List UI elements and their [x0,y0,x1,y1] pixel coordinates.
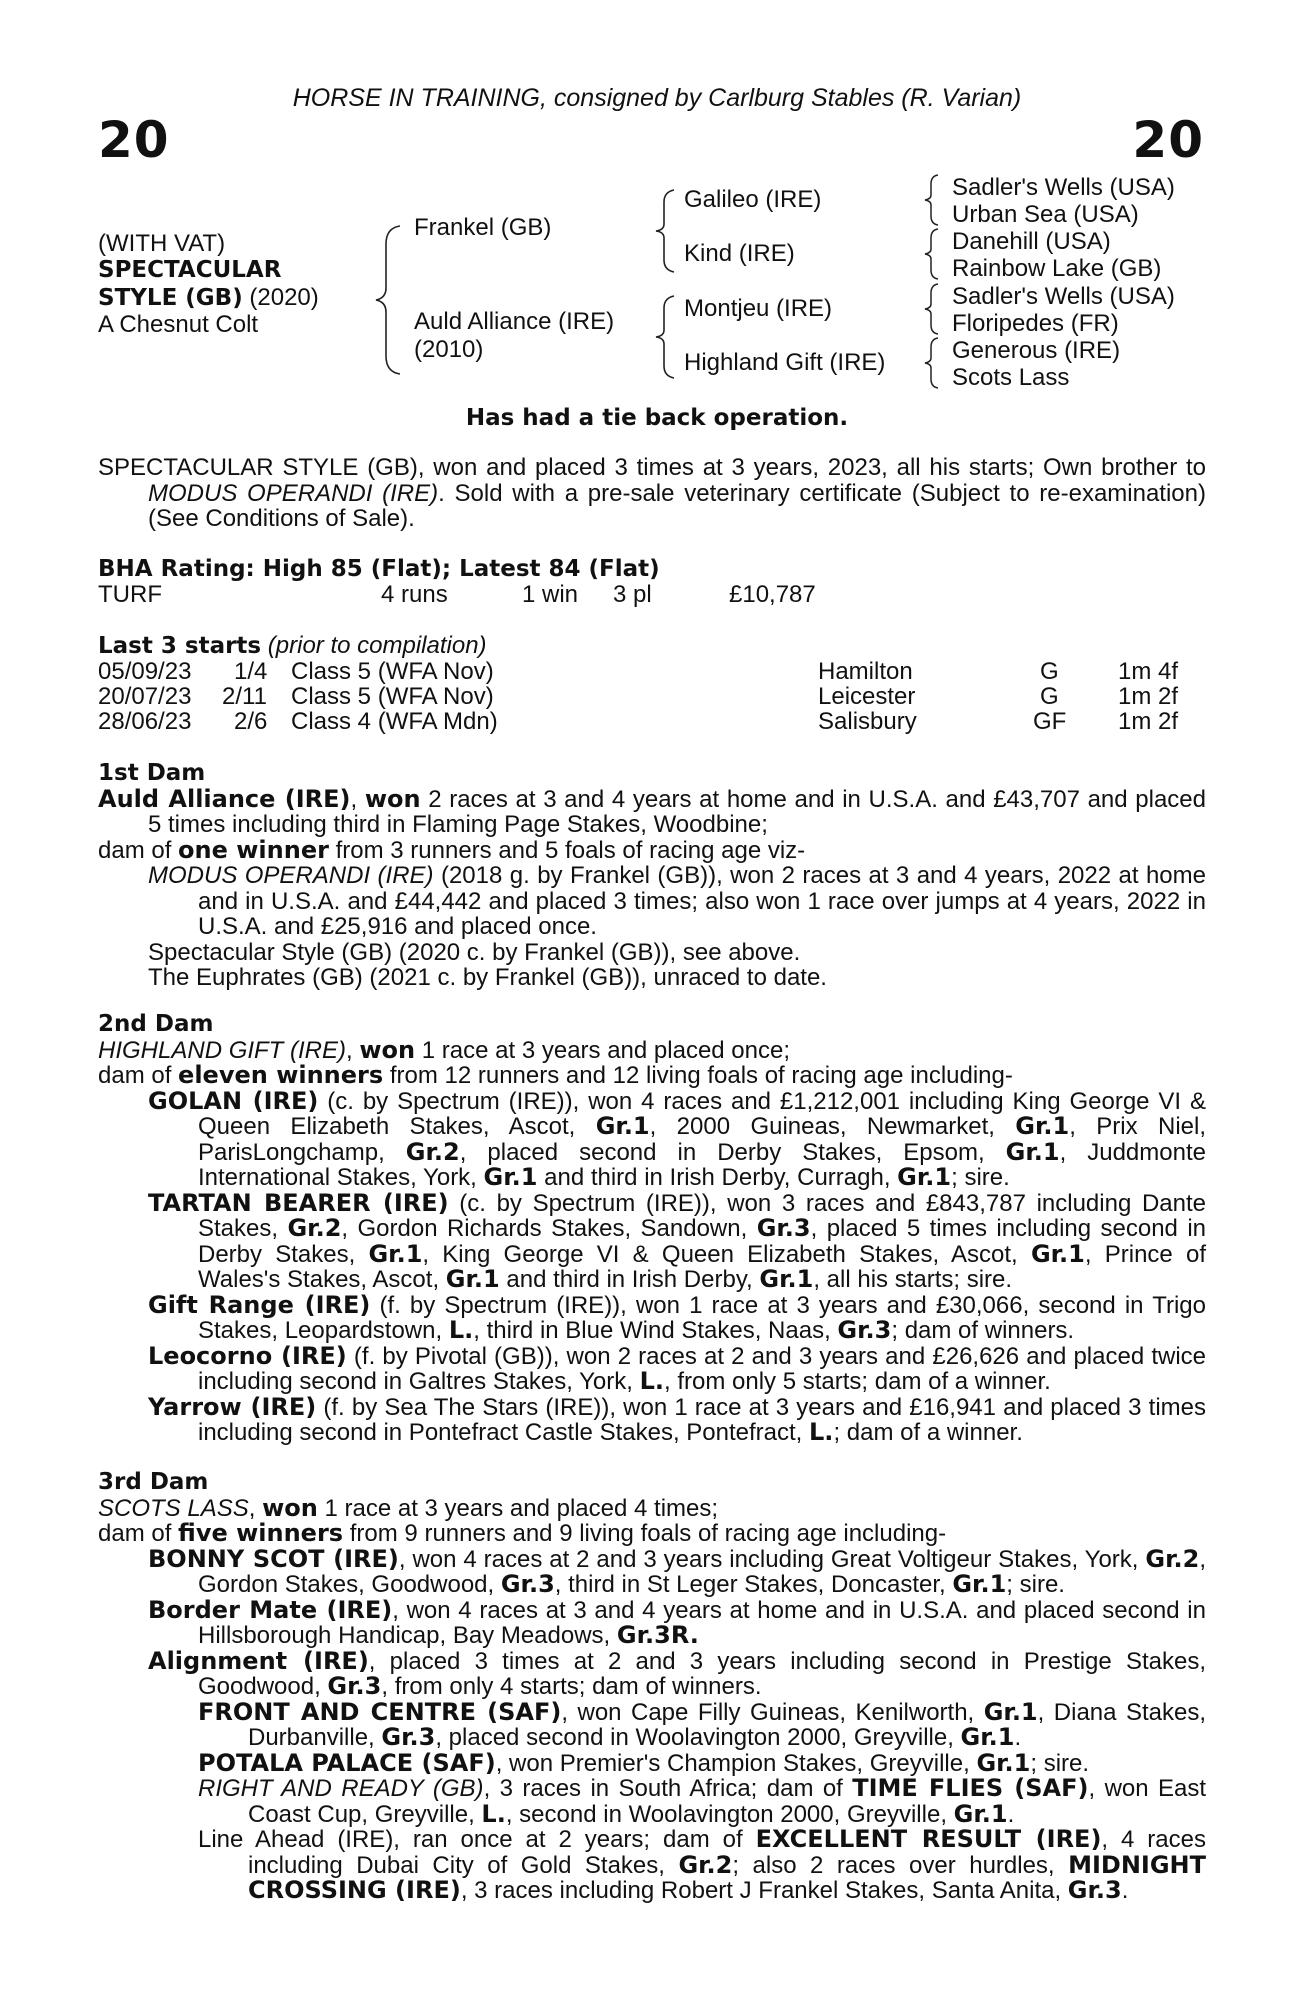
progeny-record: Spectacular Style (GB) (2020 c. by Frankel (GB)), see above. [148,938,801,966]
grade-label: L. [809,1418,834,1446]
progeny-record: ; dam of winners. [891,1317,1075,1344]
progeny-record: (c. by Spectrum (IRE)), won 3 races and £843,787 including Dante Stakes, [198,1189,1206,1242]
second-dam-heading: 2nd Dam [98,1011,214,1037]
start-distance: 1m 4f [1118,658,1179,685]
start-position: 2/11 [222,683,267,710]
grade-label: Gr.1 [483,1163,538,1191]
last-starts-heading: Last 3 starts [98,633,262,659]
start-distance: 1m 2f [1118,708,1179,735]
dam-of-suffix: from 3 runners and 5 foals of racing age viz- [328,836,806,864]
pedigree-brace-1 [370,220,410,380]
start-row [98,659,1208,685]
first-dam-name: Auld Alliance (IRE) [98,784,351,813]
first-dam-section: 1st Dam Auld Alliance (IRE), won 2 races at 3 and 4 years at home and in U.S.A. and £43,707 and placed 5 times including third in Flaming Page Stakes, Woodbine; dam of one winner from 3 runners and 5 foals of racing age viz- MODUS OPERANDI (IRE) (2018 g. by Frankel (GB)), won 2 races at 3 and 4 years, 2022 at home and in U.S.A. and £44,442 and placed 3 times; also won 1 race over jumps at 4 years, 2022 in U.S.A. and £25,916 and placed once. Spectacular Style (GB) (2020 c. by Frankel (GB)), see above. The Euphrates (GB) (2021 c. by Frankel (GB)), unraced to date. [98,760,1206,991]
progeny-name: MIDNIGHT CROSSING (IRE) [248,1850,1206,1904]
start-going: G [1040,683,1059,710]
pedigree-brace-7 [922,335,944,391]
progeny-name: Leocorno (IRE) [148,1341,347,1370]
progeny-record: (2018 g. by Frankel (GB)), won 2 races at 3 and 4 years, 2022 at home and in U.S.A. and £44,442 and placed 3 times; also won 1 race over jumps at 4 years, 2022 in U.S.A. and £25,916 and placed once. [198,862,1206,940]
progeny-name: FRONT AND CENTRE (SAF) [198,1697,562,1726]
start-course: Hamilton [818,658,913,685]
progeny-record: ; sire. [1030,1749,1090,1777]
progeny-record: (c. by Spectrum (IRE)), won 4 races and £1,212,001 including King George VI & Queen Elizabeth Stakes, Ascot, [198,1087,1206,1140]
progeny-record: and third in Irish Derby, [499,1266,760,1293]
grade-label: Gr.3R. [616,1621,699,1649]
start-course: Salisbury [818,708,917,735]
second-dam-name: HIGHLAND GIFT (IRE) [98,1036,347,1064]
grade-label: Gr.2 [678,1850,733,1879]
progeny-record: ; sire. [951,1164,1010,1191]
grade-label: Gr.3 [381,1723,436,1751]
winner-count: one winner [178,835,329,864]
progeny-name: POTALA PALACE (SAF) [198,1748,496,1777]
grade-label: Gr.3 [837,1316,892,1344]
progeny-record: (f. by Pivotal (GB)), won 2 races at 2 and 3 years and £26,626 and placed twice including second in Galtres Stakes, York, [198,1342,1206,1395]
pedigree-g3: Danehill (USA) [952,228,1111,255]
progeny-name: Yarrow (IRE) [148,1392,317,1421]
grade-label: L. [639,1367,665,1395]
progeny-record: . [1121,1877,1129,1904]
progeny-record: , placed 3 times at 2 and 3 years including second in Prestige Stakes, Goodwood, [198,1647,1207,1700]
grade-label: Gr.1 [368,1239,423,1268]
summary-sibling: MODUS OPERANDI (IRE) [148,479,439,507]
third-dam-name: SCOTS LASS [98,1494,249,1522]
rating-wins: 1 win [522,581,579,608]
grade-label: Gr.1 [953,1799,1008,1828]
grade-label: Gr.1 [595,1112,650,1140]
horse-name-line1: SPECTACULAR [98,257,282,283]
horse-year: (2020) [249,284,319,311]
start-row [98,684,1208,710]
horse-name-line2: STYLE (GB) [98,285,243,311]
pedigree-g7: Generous (IRE) [952,337,1121,364]
grade-label: Gr.1 [759,1265,814,1293]
pedigree-brace-4 [922,172,944,228]
start-going: GF [1033,708,1067,735]
progeny-record: (f. by Spectrum (IRE)), won 1 race at 3 years and £30,066, second in Trigo Stakes, Leopardstown, [198,1291,1206,1344]
progeny-record: , 3 races including Robert J Frankel Stakes, Santa Anita, [460,1877,1068,1904]
progeny-record: , 3 races in South Africa; dam of [483,1775,853,1802]
vat-label: (WITH VAT) [98,230,226,257]
pedigree-brace-6 [922,281,944,337]
dam-of-suffix: from 9 runners and 9 living foals of racing age including- [343,1520,947,1547]
start-distance: 1m 2f [1118,683,1179,710]
progeny-name: RIGHT AND READY (GB) [198,1775,484,1802]
progeny-record: , placed second in Woolavington 2000, Greyville, [435,1724,961,1751]
dam-of-suffix: from 12 runners and 12 living foals of racing age including- [383,1062,1013,1089]
pedigree-brace-3 [652,292,682,382]
start-race: Class 4 (WFA Mdn) [291,708,498,735]
pedigree-brace-5 [922,226,944,282]
grade-label: L. [448,1316,474,1344]
third-dam-record: 1 race at 3 years and placed 4 times; [317,1494,719,1522]
progeny-record: , Gordon Stakes, Goodwood, [198,1545,1206,1598]
grade-label: Gr.3 [500,1570,555,1598]
last-starts-note: (prior to compilation) [267,632,487,659]
progeny-record: The Euphrates (GB) (2021 c. by Frankel (GB)), unraced to date. [148,964,827,991]
pedigree-g6: Floripedes (FR) [952,310,1119,337]
grade-label: Gr.2 [1145,1544,1200,1573]
pedigree-dam-sire: Montjeu (IRE) [684,295,833,322]
first-dam-record: 2 races at 3 and 4 years at home and in U.S.A. and £43,707 and placed 5 times including third in Flaming Page Stakes, Woodbine; [148,785,1206,838]
start-date: 20/07/23 [98,683,192,710]
start-date: 28/06/23 [98,708,192,735]
progeny-name: MODUS OPERANDI (IRE) [148,862,434,889]
progeny-name: EXCELLENT RESULT (IRE) [755,1825,1102,1853]
progeny-record: , second in Woolavington 2000, Greyville, [505,1800,954,1828]
progeny-record: , Prince of Wales's Stakes, Ascot, [198,1240,1207,1293]
operation-notice: Has had a tie back operation. [465,405,849,431]
grade-label: Gr.3 [1067,1876,1122,1904]
summary-text-a: SPECTACULAR STYLE (GB), won and placed 3 times at 3 years, 2023, all his starts; Own brother to [98,454,1206,481]
rating-placed: 3 pl [613,581,652,608]
grade-label: Gr.1 [983,1697,1038,1726]
pedigree-g5: Sadler's Wells (USA) [952,283,1175,310]
progeny-record: and third in Irish Derby, Curragh, [537,1164,898,1191]
grade-label: Gr.2 [405,1137,460,1166]
progeny-name: Alignment (IRE) [148,1646,369,1675]
grade-label: Gr.3 [756,1214,811,1242]
progeny-record: , Gordon Richards Stakes, Sandown, [341,1215,757,1242]
progeny-record: , 4 races including Dubai City of Gold Stakes, [248,1826,1206,1879]
pedigree-dam-year: (2010) [414,336,484,363]
pedigree-brace-2 [652,186,682,276]
progeny-record: , won East Coast Cup, Greyville, [248,1775,1207,1828]
pedigree-dam: Auld Alliance (IRE) [414,308,615,335]
progeny-name: Border Mate (IRE) [148,1595,393,1624]
pedigree-g4: Rainbow Lake (GB) [952,255,1162,282]
progeny-record: , placed second in Derby Stakes, Epsom, [459,1138,1006,1166]
progeny-record: Line Ahead (IRE), ran once at 2 years; dam of [198,1826,756,1853]
rating-surface: TURF [98,581,162,608]
progeny-record: ; sire. [1006,1571,1065,1598]
progeny-record: , third in St Leger Stakes, Doncaster, [554,1571,953,1598]
progeny-record: , Diana Stakes, Durbanville, [248,1698,1207,1751]
page-heading: HORSE IN TRAINING, consigned by Carlburg Stables (R. Varian) [292,84,1022,112]
progeny-record: , from only 4 starts; dam of winners. [381,1673,762,1700]
start-course: Leicester [818,683,916,710]
grade-label: Gr.1 [976,1748,1031,1777]
summary-text-c: . Sold with a pre-sale veterinary certificate (Subject to re-examination) (See Conditions of Sale). [148,479,1206,532]
pedigree-sire-sire: Galileo (IRE) [684,186,822,213]
second-dam-section: 2nd Dam HIGHLAND GIFT (IRE), won 1 race at 3 years and placed once; dam of eleven winners from 12 runners and 12 living foals of racing age including- GOLAN (IRE) (c. by Spectrum (IRE)), won 4 races and £1,212,001 including King George VI & Queen Elizabeth Stakes, Ascot, Gr.1, 2000 Guineas, Newmarket, Gr.1, Prix Niel, ParisLongchamp, Gr.2, placed second in Derby Stakes, Epsom, Gr.1, Juddmonte International Stakes, York, Gr.1 and third in Irish Derby, Curragh, Gr.1; sire. TARTAN BEARER (IRE) (c. by Spectrum (IRE)), won 3 races and £843,787 including Dante Stakes, Gr.2, Gordon Richards Stakes, Sandown, Gr.3, placed 5 times including second in Derby Stakes, Gr.1, King George VI & Queen Elizabeth Stakes, Ascot, Gr.1, Prince of Wales's Stakes, Ascot, Gr.1 and third in Irish Derby, Gr.1, all his starts; sire. Gift Range (IRE) (f. by Spectrum (IRE)), won 1 race at 3 years and £30,066, second in Trigo Stakes, Leopardstown, L., third in Blue Wind Stakes, Naas, Gr.3; dam of winners. Leocorno (IRE) (f. by Pivotal (GB)), won 2 races at 2 and 3 years and £26,626 and placed twice including second in Galtres Stakes, York, L., from only 5 starts; dam of a winner. Yarrow (IRE) (f. by Sea The Stars (IRE)), won 1 race at 3 years and £16,941 and placed 3 times including second in Pontefract Castle Stakes, Pontefract, L.; dam of a winner. [98,1011,1207,1446]
pedigree-g8: Scots Lass [952,364,1070,391]
start-date: 05/09/23 [98,658,192,685]
start-position: 2/6 [234,708,268,735]
lot-number-right: 20 [1132,111,1204,169]
pedigree-dam-dam: Highland Gift (IRE) [684,349,886,376]
progeny-record: . [1007,1800,1015,1828]
progeny-record: , won 4 races at 3 and 4 years at home and in U.S.A. and placed second in Hillsborough Handicap, Bay Meadows, [198,1596,1206,1649]
progeny-record: , all his starts; sire. [813,1266,1013,1293]
progeny-record: , Juddmonte International Stakes, York, [198,1138,1206,1191]
progeny-record: ; dam of a winner. [833,1419,1023,1446]
last-starts-heading-row [98,632,487,660]
progeny-record: (f. by Sea The Stars (IRE)), won 1 race at 3 years and £16,941 and placed 3 times including second in Pontefract Castle Stakes, Pontefract, [198,1393,1206,1446]
winner-count: five winners [178,1519,344,1547]
progeny-record: . [1014,1724,1022,1751]
rating-row [98,582,1208,608]
won-label: won [262,1493,318,1522]
progeny-record: , won Premier's Champion Stakes, Greyville, [495,1749,977,1777]
grade-label: Gr.2 [287,1214,342,1242]
horse-description: A Chesnut Colt [98,311,259,338]
second-dam-record: 1 race at 3 years and placed once; [415,1036,791,1064]
third-dam-section: 3rd Dam SCOTS LASS, won 1 race at 3 years and placed 4 times; dam of five winners from 9 runners and 9 living foals of racing age including- BONNY SCOT (IRE), won 4 races at 2 and 3 years including Great Voltigeur Stakes, York, Gr.2, Gordon Stakes, Goodwood, Gr.3, third in St Leger Stakes, Doncaster, Gr.1; sire. Border Mate (IRE), won 4 races at 3 and 4 years at home and in U.S.A. and placed second in Hillsborough Handicap, Bay Meadows, Gr.3R. Alignment (IRE), placed 3 times at 2 and 3 years including second in Prestige Stakes, Goodwood, Gr.3, from only 4 starts; dam of winners. FRONT AND CENTRE (SAF), won Cape Filly Guineas, Kenilworth, Gr.1, Diana Stakes, Durbanville, Gr.3, placed second in Woolavington 2000, Greyville, Gr.1. POTALA PALACE (SAF), won Premier's Champion Stakes, Greyville, Gr.1; sire. RIGHT AND READY (GB), 3 races in South Africa; dam of TIME FLIES (SAF), won East Coast Cup, Greyville, L., second in Woolavington 2000, Greyville, Gr.1. Line Ahead (IRE), ran once at 2 years; dam of EXCELLENT RESULT (IRE), 4 races including Dubai City of Gold Stakes, Gr.2; also 2 races over hurdles, MIDNIGHT CROSSING (IRE), 3 races including Robert J Frankel Stakes, Santa Anita, Gr.3. [98,1469,1207,1904]
won-label: won [359,1035,416,1064]
start-race: Class 5 (WFA Nov) [291,658,494,685]
lot-number-left: 20 [98,111,170,169]
progeny-name: TIME FLIES (SAF) [852,1774,1089,1802]
rating-heading: BHA Rating: High 85 (Flat); Latest 84 (Flat) [98,556,660,582]
progeny-name: TARTAN BEARER (IRE) [148,1188,449,1217]
horse-name-line2-row [98,284,319,312]
grade-label: Gr.1 [1005,1137,1060,1166]
horse-summary [98,455,1206,532]
progeny-record: , won 4 races at 2 and 3 years including Great Voltigeur Stakes, York, [398,1545,1146,1573]
progeny-record: ; also 2 races over hurdles, [732,1851,1069,1879]
pedigree-g1: Sadler's Wells (USA) [952,174,1175,201]
winner-count: eleven winners [178,1061,384,1089]
grade-label: Gr.3 [327,1672,382,1700]
rating-earnings: £10,787 [729,581,816,608]
rating-runs: 4 runs [381,581,448,608]
dam-of-prefix: dam of [98,1062,179,1089]
grade-label: L. [481,1799,506,1828]
grade-label: Gr.1 [960,1723,1015,1751]
dam-of-prefix: dam of [98,836,179,864]
dam-of-prefix: dam of [98,1520,179,1547]
start-position: 1/4 [234,658,268,685]
won-label: won [364,784,421,813]
progeny-record: , Prix Niel, ParisLongchamp, [198,1113,1206,1166]
pedigree-sire-dam: Kind (IRE) [684,240,795,267]
start-going: G [1040,658,1059,685]
start-row [98,709,1208,735]
grade-label: Gr.1 [1015,1112,1070,1140]
progeny-name: Gift Range (IRE) [148,1290,371,1319]
progeny-name: BONNY SCOT (IRE) [148,1544,399,1573]
progeny-record: , from only 5 starts; dam of a winner. [664,1368,1051,1395]
progeny-record: , King George VI & Queen Elizabeth Stakes, Ascot, [422,1240,1031,1268]
progeny-name: GOLAN (IRE) [148,1086,319,1115]
progeny-record: , third in Blue Wind Stakes, Naas, [473,1317,838,1344]
progeny-record: , placed 5 times including second in Derby Stakes, [198,1215,1207,1268]
progeny-record: , won Cape Filly Guineas, Kenilworth, [561,1698,984,1726]
pedigree-g2: Urban Sea (USA) [952,201,1139,228]
grade-label: Gr.1 [897,1163,952,1191]
grade-label: Gr.1 [445,1265,500,1293]
start-race: Class 5 (WFA Nov) [291,683,494,710]
first-dam-heading: 1st Dam [98,760,206,786]
grade-label: Gr.1 [952,1570,1007,1598]
pedigree-sire: Frankel (GB) [414,214,552,241]
progeny-record: , 2000 Guineas, Newmarket, [649,1113,1016,1140]
grade-label: Gr.1 [1030,1239,1085,1268]
third-dam-heading: 3rd Dam [98,1469,209,1495]
